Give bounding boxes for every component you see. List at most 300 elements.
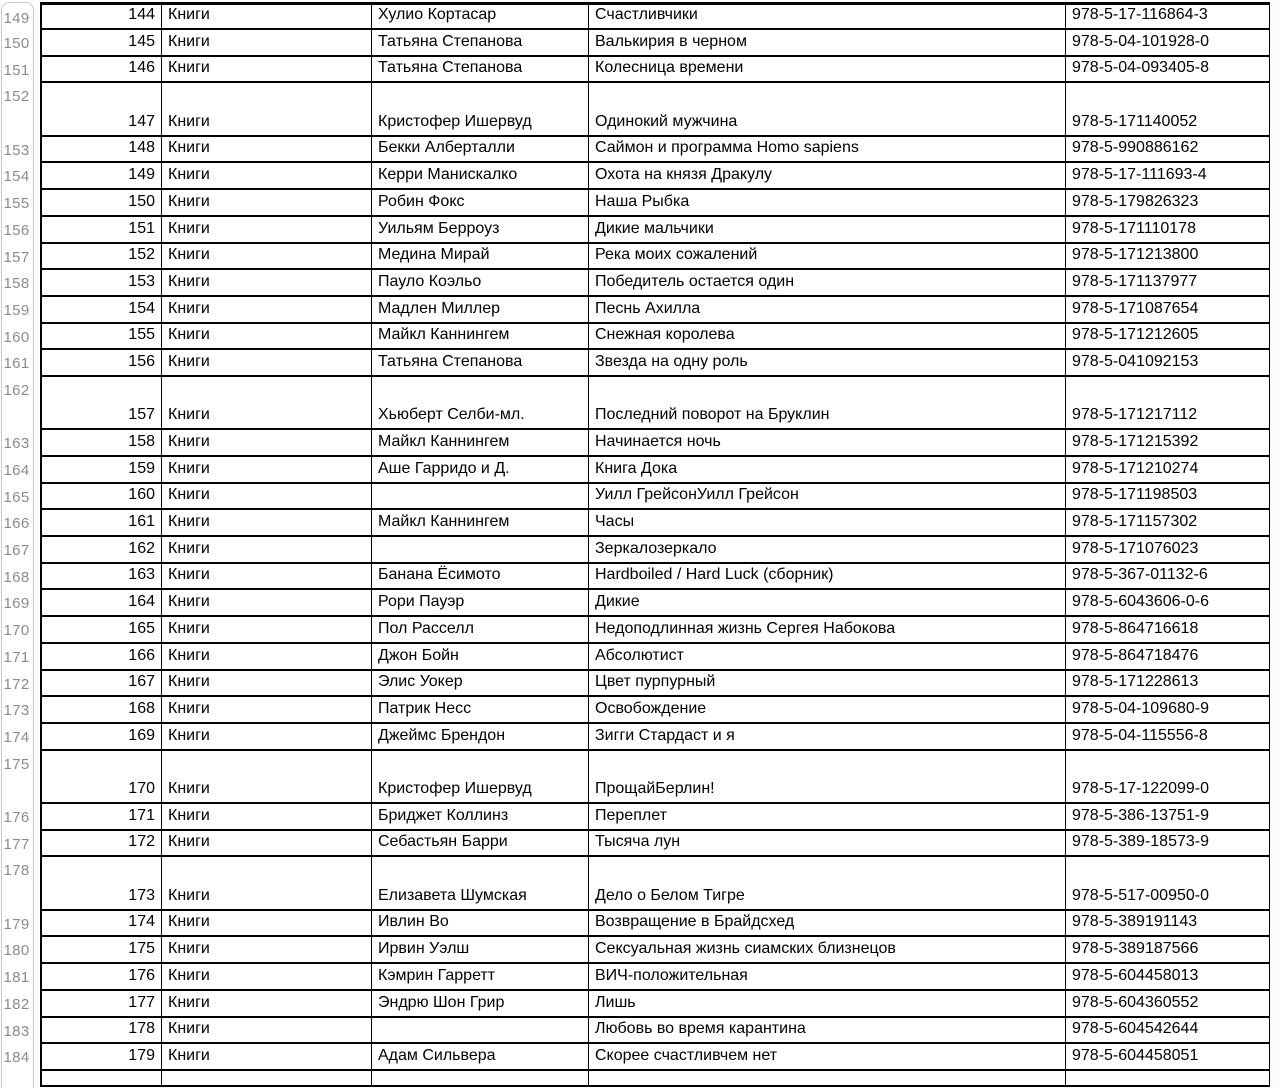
- cell-number-text: 164: [128, 593, 155, 611]
- cell-author[interactable]: [372, 137, 589, 162]
- cell-number[interactable]: [42, 590, 162, 615]
- cell-category-text: Книги: [168, 1020, 210, 1038]
- table-row: [42, 964, 1270, 991]
- cell-category[interactable]: [162, 1044, 372, 1069]
- cell-category[interactable]: [162, 751, 372, 802]
- row-header-cell[interactable]: [0, 484, 33, 511]
- cell-author[interactable]: [372, 457, 589, 482]
- cell-category[interactable]: [162, 190, 372, 215]
- cell-title[interactable]: [589, 1044, 1066, 1069]
- cell-number[interactable]: [42, 5, 162, 28]
- cell-category[interactable]: [162, 137, 372, 162]
- cell-number[interactable]: [42, 724, 162, 749]
- cell-title[interactable]: [589, 297, 1066, 322]
- row-header-number: 168: [3, 568, 30, 586]
- cell-author[interactable]: [372, 751, 589, 802]
- cell-number[interactable]: [42, 564, 162, 589]
- cell-title[interactable]: [589, 804, 1066, 829]
- cell-isbn[interactable]: [1066, 270, 1270, 295]
- row-header-cell[interactable]: [0, 457, 33, 484]
- cell-author[interactable]: [372, 297, 589, 322]
- cell-author-text: Хулио Кортасар: [378, 6, 497, 23]
- cell-author[interactable]: [372, 217, 589, 242]
- cell-title[interactable]: [589, 964, 1066, 989]
- row-header-cell[interactable]: [0, 324, 33, 351]
- row-header-cell[interactable]: [0, 617, 33, 644]
- cell-title[interactable]: [589, 644, 1066, 669]
- cell-author[interactable]: [372, 831, 589, 856]
- cell-title[interactable]: [589, 724, 1066, 749]
- cell-title-text: ВИЧ-положительная: [595, 966, 748, 984]
- cell-isbn[interactable]: [1066, 964, 1270, 989]
- cell-author[interactable]: [372, 857, 589, 908]
- cell-title[interactable]: [589, 831, 1066, 856]
- row-header-cell[interactable]: [0, 377, 33, 430]
- cell-category-text: Книги: [168, 59, 210, 77]
- cell-title[interactable]: [589, 137, 1066, 162]
- cell-isbn[interactable]: [1066, 911, 1270, 936]
- row-header-cell[interactable]: [0, 217, 33, 244]
- cell-title[interactable]: [589, 590, 1066, 615]
- cell-isbn[interactable]: [1066, 244, 1270, 269]
- cell-isbn[interactable]: [1066, 457, 1270, 482]
- cell-number[interactable]: [42, 190, 162, 215]
- cell-title[interactable]: [589, 30, 1066, 55]
- cell-title[interactable]: [589, 671, 1066, 696]
- cell-category[interactable]: [162, 5, 372, 28]
- cell-isbn[interactable]: [1066, 137, 1270, 162]
- cell-author[interactable]: [372, 1018, 589, 1043]
- cell-isbn-text: 978-5-990886162: [1072, 139, 1199, 157]
- cell-isbn-text: 978-5-171110178: [1072, 219, 1196, 237]
- cell-author[interactable]: [372, 350, 589, 375]
- cell-number[interactable]: [42, 1018, 162, 1043]
- cell-category[interactable]: [162, 831, 372, 856]
- cell-number[interactable]: [42, 484, 162, 509]
- cell-category[interactable]: [162, 217, 372, 242]
- row-header-number: 159: [3, 301, 30, 319]
- cell-title[interactable]: [589, 83, 1066, 134]
- cell-title[interactable]: [589, 244, 1066, 269]
- row-header-cell[interactable]: [0, 911, 33, 938]
- cell-title[interactable]: [589, 217, 1066, 242]
- cell-author[interactable]: [372, 5, 589, 28]
- cell-category-text: Книги: [168, 299, 210, 317]
- cell-title[interactable]: [589, 697, 1066, 722]
- cell-number[interactable]: [42, 937, 162, 962]
- cell-isbn[interactable]: [1066, 57, 1270, 82]
- cell-number-text: 147: [128, 112, 155, 130]
- cell-category[interactable]: [162, 697, 372, 722]
- cell-category[interactable]: [162, 1071, 372, 1085]
- cell-category[interactable]: [162, 911, 372, 936]
- cell-title[interactable]: [589, 911, 1066, 936]
- row-header-cell[interactable]: [0, 991, 33, 1018]
- cell-category[interactable]: [162, 83, 372, 134]
- cell-title[interactable]: [589, 537, 1066, 562]
- cell-title[interactable]: [589, 377, 1066, 428]
- cell-title[interactable]: [589, 484, 1066, 509]
- cell-category-text: Книги: [168, 646, 210, 664]
- cell-author[interactable]: [372, 57, 589, 82]
- cell-category[interactable]: [162, 804, 372, 829]
- cell-author-text: Робин Фокс: [378, 192, 465, 210]
- cell-author[interactable]: [372, 324, 589, 349]
- cell-author[interactable]: [372, 430, 589, 455]
- cell-category[interactable]: [162, 30, 372, 55]
- cell-isbn[interactable]: [1066, 377, 1270, 428]
- cell-author[interactable]: [372, 991, 589, 1016]
- row-header-number: 156: [3, 221, 30, 239]
- cell-title-text: Недоподлинная жизнь Сергея Набокова: [595, 619, 896, 637]
- table-row: [42, 1018, 1270, 1045]
- cell-category-text: Книги: [168, 272, 210, 290]
- cell-title[interactable]: [589, 1018, 1066, 1043]
- cell-title-text: Река моих сожалений: [595, 246, 758, 264]
- cell-category[interactable]: [162, 163, 372, 188]
- cell-isbn[interactable]: [1066, 751, 1270, 802]
- cell-author[interactable]: [372, 244, 589, 269]
- cell-title[interactable]: [589, 751, 1066, 802]
- cell-isbn[interactable]: [1066, 5, 1270, 28]
- cell-category[interactable]: [162, 644, 372, 669]
- cell-isbn[interactable]: [1066, 857, 1270, 908]
- cell-category[interactable]: [162, 537, 372, 562]
- cell-number-text: 165: [128, 619, 155, 637]
- cell-author-text: Джеймс Брендон: [378, 726, 506, 744]
- row-header-number: 165: [3, 488, 30, 506]
- table-row: [42, 804, 1270, 831]
- row-header-cell[interactable]: [0, 1018, 33, 1045]
- row-header-cell[interactable]: [0, 510, 33, 537]
- cell-category[interactable]: [162, 377, 372, 428]
- row-header-number: 158: [3, 275, 30, 293]
- cell-author-text: Хьюберт Селби-мл.: [378, 406, 525, 424]
- cell-author[interactable]: [372, 270, 589, 295]
- row-header-cell[interactable]: [0, 163, 33, 190]
- cell-author-text: Медина Мирай: [378, 246, 490, 264]
- cell-number[interactable]: [42, 804, 162, 829]
- cell-author[interactable]: [372, 484, 589, 509]
- row-header-cell[interactable]: [0, 724, 33, 751]
- cell-title[interactable]: [589, 350, 1066, 375]
- cell-author[interactable]: [372, 510, 589, 535]
- cell-number[interactable]: [42, 350, 162, 375]
- cell-isbn-text: 978-5-04-109680-9: [1072, 699, 1209, 717]
- cell-author-text: Аше Гарридо и Д.: [378, 459, 510, 477]
- cell-title-text: Снежная королева: [595, 326, 735, 344]
- cell-number[interactable]: [42, 991, 162, 1016]
- cell-number[interactable]: [42, 297, 162, 322]
- cell-isbn[interactable]: [1066, 697, 1270, 722]
- cell-author[interactable]: [372, 83, 589, 134]
- cell-isbn[interactable]: [1066, 1018, 1270, 1043]
- cell-number[interactable]: [42, 244, 162, 269]
- cell-category[interactable]: [162, 324, 372, 349]
- cell-category[interactable]: [162, 964, 372, 989]
- cell-author-text: Элис Уокер: [378, 673, 463, 691]
- cell-isbn[interactable]: [1066, 163, 1270, 188]
- cell-isbn[interactable]: [1066, 430, 1270, 455]
- cell-number[interactable]: [42, 537, 162, 562]
- cell-author[interactable]: [372, 1071, 589, 1085]
- cell-number[interactable]: [42, 644, 162, 669]
- cell-isbn[interactable]: [1066, 617, 1270, 642]
- cell-category[interactable]: [162, 991, 372, 1016]
- cell-number[interactable]: [42, 324, 162, 349]
- row-header-cell[interactable]: [0, 564, 33, 591]
- cell-category[interactable]: [162, 510, 372, 535]
- cell-number[interactable]: [42, 857, 162, 908]
- cell-title[interactable]: [589, 857, 1066, 908]
- cell-category[interactable]: [162, 297, 372, 322]
- cell-number-text: 169: [128, 726, 155, 744]
- row-header-number: 161: [3, 355, 30, 373]
- cell-number[interactable]: [42, 30, 162, 55]
- cell-number[interactable]: [42, 911, 162, 936]
- cell-author[interactable]: [372, 964, 589, 989]
- cell-title[interactable]: [589, 937, 1066, 962]
- cell-author[interactable]: [372, 644, 589, 669]
- cell-isbn[interactable]: [1066, 30, 1270, 55]
- cell-title-text: Песнь Ахилла: [595, 299, 701, 317]
- table-row: [42, 911, 1270, 938]
- row-header-number: 166: [3, 515, 30, 533]
- cell-number[interactable]: [42, 697, 162, 722]
- cell-number-text: 146: [128, 59, 155, 77]
- cell-number[interactable]: [42, 217, 162, 242]
- cell-title[interactable]: [589, 617, 1066, 642]
- cell-title-text: Тысяча лун: [595, 833, 681, 851]
- cell-isbn[interactable]: [1066, 564, 1270, 589]
- cell-author[interactable]: [372, 697, 589, 722]
- cell-number[interactable]: [42, 270, 162, 295]
- cell-isbn[interactable]: [1066, 83, 1270, 134]
- row-header-cell[interactable]: [0, 83, 33, 136]
- table-row: [42, 697, 1270, 724]
- row-header-cell[interactable]: [0, 137, 33, 164]
- cell-number[interactable]: [42, 617, 162, 642]
- row-header-number: 177: [3, 835, 30, 853]
- cell-isbn-text: 978-5-041092153: [1072, 352, 1199, 370]
- cell-number[interactable]: [42, 57, 162, 82]
- cell-author[interactable]: [372, 724, 589, 749]
- row-header-cell[interactable]: [0, 697, 33, 724]
- row-header-cell[interactable]: [0, 430, 33, 457]
- cell-category[interactable]: [162, 1018, 372, 1043]
- cell-isbn-text: 978-5-171228613: [1072, 673, 1199, 691]
- table-row: [42, 644, 1270, 671]
- cell-author-text: Керри Манискалко: [378, 166, 518, 184]
- cell-category[interactable]: [162, 484, 372, 509]
- cell-author[interactable]: [372, 911, 589, 936]
- row-header-cell[interactable]: [0, 964, 33, 991]
- row-header-number: 172: [3, 675, 30, 693]
- cell-isbn[interactable]: [1066, 350, 1270, 375]
- cell-author[interactable]: [372, 590, 589, 615]
- cell-number[interactable]: [42, 831, 162, 856]
- cell-category-text: Книги: [168, 192, 210, 210]
- row-header-cell[interactable]: [0, 1044, 33, 1071]
- row-header-cell[interactable]: [0, 297, 33, 324]
- cell-isbn[interactable]: [1066, 1044, 1270, 1069]
- row-header-cell[interactable]: [0, 937, 33, 964]
- cell-isbn[interactable]: [1066, 537, 1270, 562]
- cell-category[interactable]: [162, 270, 372, 295]
- cell-isbn-text: 978-5-6043606-0-6: [1072, 593, 1209, 611]
- cell-isbn-text: 978-5-04-093405-8: [1072, 59, 1209, 77]
- cell-title[interactable]: [589, 324, 1066, 349]
- row-header-number: 181: [3, 969, 30, 987]
- cell-author-text: Майкл Каннингем: [378, 513, 510, 531]
- cell-isbn[interactable]: [1066, 484, 1270, 509]
- cell-title-text: Победитель остается один: [595, 272, 795, 290]
- cell-isbn[interactable]: [1066, 831, 1270, 856]
- cell-isbn[interactable]: [1066, 590, 1270, 615]
- cell-isbn[interactable]: [1066, 324, 1270, 349]
- cell-isbn[interactable]: [1066, 644, 1270, 669]
- row-header-cell[interactable]: [0, 5, 33, 30]
- cell-number[interactable]: [42, 163, 162, 188]
- cell-number[interactable]: [42, 964, 162, 989]
- row-header-number: 176: [3, 808, 30, 826]
- cell-isbn[interactable]: [1066, 297, 1270, 322]
- cell-isbn[interactable]: [1066, 671, 1270, 696]
- cell-title-text: Переплет: [595, 806, 667, 824]
- row-header-cell[interactable]: [0, 57, 33, 84]
- cell-author[interactable]: [372, 377, 589, 428]
- cell-category[interactable]: [162, 57, 372, 82]
- cell-author[interactable]: [372, 671, 589, 696]
- cell-category[interactable]: [162, 244, 372, 269]
- cell-category[interactable]: [162, 590, 372, 615]
- cell-category-text: Книги: [168, 619, 210, 637]
- cell-number-text: 167: [128, 673, 155, 691]
- cell-category[interactable]: [162, 617, 372, 642]
- cell-title[interactable]: [589, 5, 1066, 28]
- row-header-cell[interactable]: [0, 857, 33, 910]
- row-header-cell[interactable]: [0, 644, 33, 671]
- cell-number[interactable]: [42, 1044, 162, 1069]
- cell-number[interactable]: [42, 457, 162, 482]
- table-row: [42, 430, 1270, 457]
- table-row: [42, 537, 1270, 564]
- cell-author[interactable]: [372, 190, 589, 215]
- row-header-cell[interactable]: [0, 270, 33, 297]
- cell-category-text: Книги: [168, 726, 210, 744]
- cell-author[interactable]: [372, 617, 589, 642]
- cell-number[interactable]: [42, 377, 162, 428]
- cell-title[interactable]: [589, 1071, 1066, 1085]
- cell-author[interactable]: [372, 537, 589, 562]
- cell-category-text: Книги: [168, 1046, 210, 1064]
- cell-title[interactable]: [589, 991, 1066, 1016]
- cell-author[interactable]: [372, 937, 589, 962]
- row-header-cell[interactable]: [0, 831, 33, 858]
- cell-title[interactable]: [589, 163, 1066, 188]
- cell-title[interactable]: [589, 430, 1066, 455]
- cell-number[interactable]: [42, 137, 162, 162]
- cell-isbn[interactable]: [1066, 804, 1270, 829]
- cell-author-text: Кристофер Ишервуд: [378, 779, 532, 797]
- cell-title[interactable]: [589, 510, 1066, 535]
- row-header-cell[interactable]: [0, 537, 33, 564]
- cell-category[interactable]: [162, 430, 372, 455]
- cell-category[interactable]: [162, 564, 372, 589]
- row-header-number: 182: [3, 995, 30, 1013]
- cell-category[interactable]: [162, 350, 372, 375]
- cell-isbn[interactable]: [1066, 937, 1270, 962]
- cell-isbn-text: 978-5-04-115556-8: [1072, 726, 1208, 744]
- cell-title[interactable]: [589, 57, 1066, 82]
- cell-title-text: Сексуальная жизнь сиамских близнецов: [595, 940, 896, 958]
- cell-title-text: Валькирия в черном: [595, 32, 747, 50]
- row-header-cell[interactable]: [0, 671, 33, 698]
- row-header-cell[interactable]: [0, 350, 33, 377]
- row-header-number: 173: [3, 702, 30, 720]
- row-header-number: 183: [3, 1022, 30, 1040]
- row-header-cell[interactable]: [0, 1071, 33, 1087]
- cell-title[interactable]: [589, 270, 1066, 295]
- cell-category[interactable]: [162, 671, 372, 696]
- row-header-number: 178: [3, 862, 30, 880]
- cell-isbn[interactable]: [1066, 510, 1270, 535]
- cell-category[interactable]: [162, 724, 372, 749]
- cell-category[interactable]: [162, 937, 372, 962]
- cell-category[interactable]: [162, 857, 372, 908]
- cell-author[interactable]: [372, 163, 589, 188]
- cell-author-text: Себастьян Барри: [378, 833, 508, 851]
- cell-isbn[interactable]: [1066, 1071, 1270, 1085]
- cell-isbn[interactable]: [1066, 190, 1270, 215]
- cell-isbn[interactable]: [1066, 724, 1270, 749]
- cell-title[interactable]: [589, 457, 1066, 482]
- row-header-number: 162: [3, 381, 30, 399]
- cell-author[interactable]: [372, 804, 589, 829]
- cell-category-text: Книги: [168, 699, 210, 717]
- cell-number[interactable]: [42, 510, 162, 535]
- cell-number[interactable]: [42, 83, 162, 134]
- cell-number[interactable]: [42, 1071, 162, 1085]
- table-row: [42, 671, 1270, 698]
- row-header-number: 152: [3, 88, 30, 106]
- row-header-cell[interactable]: [0, 30, 33, 57]
- cell-category-text: Книги: [168, 6, 210, 23]
- cell-isbn-text: 978-5-604458051: [1072, 1046, 1199, 1064]
- cell-category[interactable]: [162, 457, 372, 482]
- row-header-cell[interactable]: [0, 244, 33, 271]
- cell-author-text: Майкл Каннингем: [378, 326, 510, 344]
- cell-number[interactable]: [42, 751, 162, 802]
- row-header-cell[interactable]: [0, 190, 33, 217]
- cell-number[interactable]: [42, 430, 162, 455]
- cell-isbn-text: 978-5-367-01132-6: [1072, 566, 1208, 584]
- row-header-cell[interactable]: [0, 590, 33, 617]
- cell-author[interactable]: [372, 564, 589, 589]
- row-header-cell[interactable]: [0, 804, 33, 831]
- cell-isbn[interactable]: [1066, 991, 1270, 1016]
- cell-title[interactable]: [589, 190, 1066, 215]
- cell-author[interactable]: [372, 1044, 589, 1069]
- cell-category-text: Книги: [168, 940, 210, 958]
- cell-number[interactable]: [42, 671, 162, 696]
- cell-number-text: 155: [128, 326, 155, 344]
- row-header-cell[interactable]: [0, 751, 33, 804]
- cell-title[interactable]: [589, 564, 1066, 589]
- cell-isbn[interactable]: [1066, 217, 1270, 242]
- cell-author-text: Патрик Несс: [378, 699, 472, 717]
- cell-author[interactable]: [372, 30, 589, 55]
